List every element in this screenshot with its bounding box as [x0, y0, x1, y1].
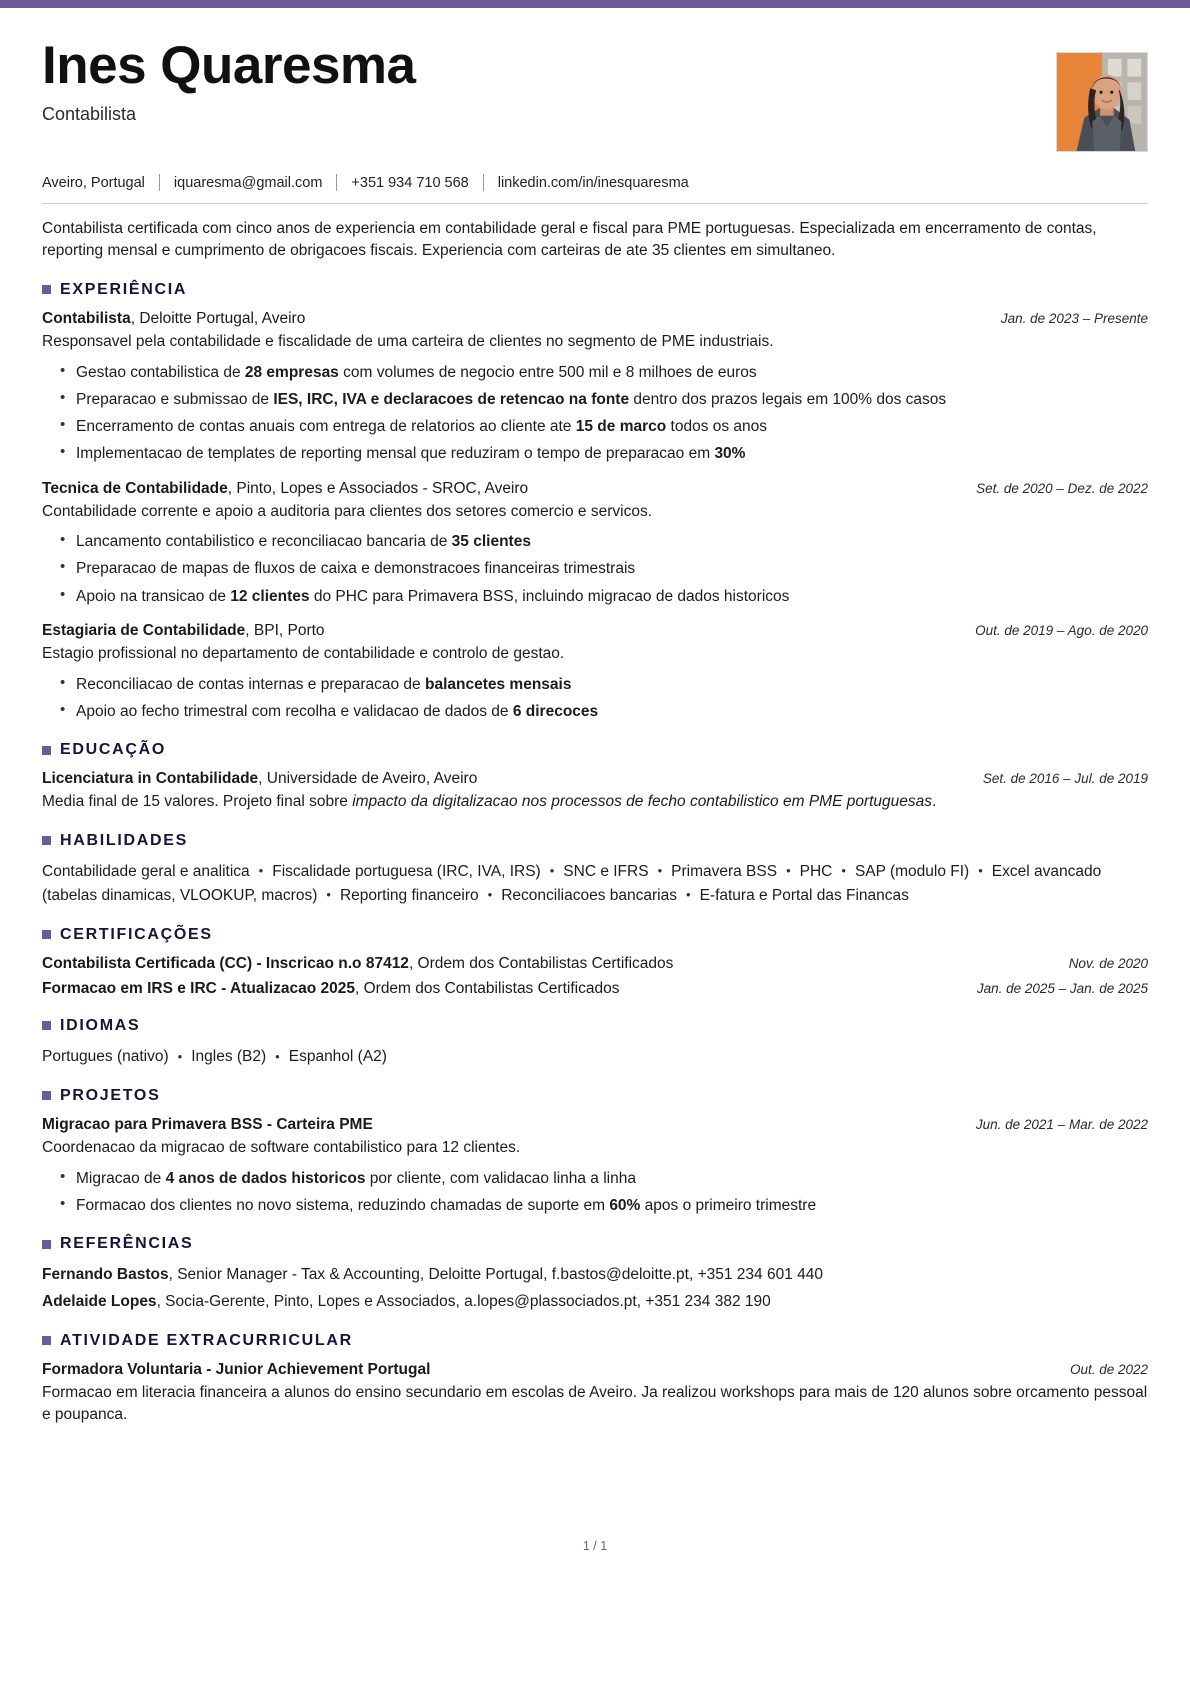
section-title-references: REFERÊNCIAS [60, 1235, 194, 1253]
experience-entry [42, 479, 1148, 608]
section-languages [42, 1017, 1148, 1069]
section-title-education: EDUCAÇÃO [60, 741, 167, 759]
skill-item: PHC [799, 862, 833, 880]
entry-title [42, 1360, 430, 1380]
education-degree: Licenciatura in Contabilidade [42, 770, 259, 788]
entry-bullet-list [42, 530, 1148, 608]
section-certifications [42, 926, 1148, 999]
skill-item: SAP (modulo FI) [854, 862, 970, 880]
dot-separator-icon: • [258, 863, 264, 879]
header-text-block [42, 38, 1056, 125]
education-thesis-title: impacto da digitalizacao nos processos de fecho contabilistico em PME portuguesas [352, 793, 933, 811]
job-title: Contabilista [42, 103, 137, 124]
bullet-pre: Lancamento contabilistico e reconciliacao bancaria de [76, 533, 452, 551]
languages-list [42, 1045, 1148, 1069]
dot-separator-icon: • [841, 863, 846, 879]
section-projects [42, 1087, 1148, 1217]
section-extracurricular [42, 1332, 1148, 1427]
bullet-pre: Preparacao de mapas de fluxos de caixa e demonstracoes financeiras trimestrais [76, 560, 636, 578]
list-item [76, 673, 1148, 696]
section-title-experience: EXPERIÊNCIA [60, 280, 188, 298]
skill-item: E-fatura e Portal das Financas [699, 886, 909, 904]
extracurricular-entry [42, 1360, 1148, 1427]
skill-item: Reporting financeiro [339, 886, 479, 904]
dot-separator-icon: • [686, 887, 691, 903]
section-heading-experience [42, 281, 1148, 299]
section-references [42, 1235, 1148, 1314]
square-bullet-icon [42, 836, 51, 845]
list-item [76, 415, 1148, 438]
reference-name: Adelaide Lopes [42, 1293, 157, 1311]
section-title-skills: HABILIDADES [60, 831, 189, 849]
section-education [42, 741, 1148, 814]
entry-header [42, 309, 1148, 329]
entry-description [42, 791, 1148, 813]
section-heading-skills [42, 832, 1148, 850]
entry-date: Jan. de 2025 – Jan. de 2025 [976, 980, 1148, 996]
language-item: Espanhol (A2) [288, 1047, 387, 1065]
language-item: Ingles (B2) [191, 1047, 267, 1065]
professional-summary: Contabilista certificada com cinco anos de experiencia em contabilidade geral e fiscal para PME portuguesas. Especializada em encerramento de contas, reporting mensal e cumprimento de obrigacoes fiscais. Experiencia com carteiras de ate 35 clientes em simultaneo. [42, 220, 1097, 260]
section-heading-education [42, 741, 1148, 759]
section-heading-languages [42, 1017, 1148, 1035]
bullet-bold: balancetes mensais [424, 675, 572, 693]
dot-separator-icon: • [786, 863, 791, 879]
contact-location: Aveiro, Portugal [42, 174, 145, 191]
avatar-image [1057, 53, 1147, 151]
entry-title [42, 1115, 373, 1135]
dot-separator-icon: • [549, 863, 555, 879]
bullet-bold: 30% [714, 445, 746, 463]
bullet-pre: Apoio na transicao de [76, 587, 231, 605]
entry-title [42, 309, 305, 329]
entry-date: Out. de 2019 – Ago. de 2020 [975, 622, 1148, 638]
square-bullet-icon [42, 1021, 51, 1030]
bullet-bold: 60% [609, 1196, 641, 1214]
bullet-pre: Preparacao e submissao de [76, 390, 274, 408]
education-desc-post: . [932, 793, 937, 811]
bullet-pre: Formacao dos clientes no novo sistema, reduzindo chamadas de suporte em [76, 1196, 610, 1214]
section-heading-certifications [42, 926, 1148, 944]
dot-separator-icon: • [177, 1048, 183, 1064]
section-heading-projects [42, 1087, 1148, 1105]
section-title-certifications: CERTIFICAÇÕES [60, 925, 213, 943]
list-item [76, 442, 1148, 465]
entry-bullet-list [42, 673, 1148, 724]
list-item [76, 1194, 1148, 1217]
dot-separator-icon: • [487, 887, 493, 903]
bullet-bold: 12 clientes [230, 587, 310, 605]
list-item [76, 530, 1148, 553]
language-item: Portugues (nativo) [42, 1047, 169, 1065]
bullet-post: do PHC para Primavera BSS, incluindo migracao de dados historicos [309, 587, 790, 605]
section-heading-extracurricular [42, 1332, 1148, 1350]
section-skills [42, 832, 1148, 908]
certification-entry [42, 954, 1148, 974]
bullet-pre: Encerramento de contas anuais com entrega de relatorios ao cliente ate [76, 418, 576, 436]
bullet-post: dentro dos prazos legais em 100% dos casos [629, 390, 947, 408]
experience-entry [42, 621, 1148, 723]
skills-list [42, 860, 1148, 908]
contact-email[interactable]: iquaresma@gmail.com [173, 174, 323, 191]
bullet-post: por cliente, com validacao linha a linha [365, 1169, 636, 1187]
experience-entry [42, 309, 1148, 466]
entry-date: Nov. de 2020 [1068, 955, 1148, 971]
dot-separator-icon: • [326, 887, 331, 903]
list-item [76, 388, 1148, 411]
entry-org: , Pinto, Lopes e Associados - SROC, Aveiro [227, 479, 529, 497]
project-entry [42, 1115, 1148, 1217]
certification-org: , Ordem dos Contabilistas Certificados [354, 979, 620, 997]
square-bullet-icon [42, 746, 51, 755]
certification-name: Formacao em IRS e IRC - Atualizacao 2025 [42, 979, 355, 997]
skill-item: Contabilidade geral e analitica [42, 862, 250, 880]
page-title: Ines Quaresma [42, 36, 416, 95]
list-item [76, 557, 1148, 580]
square-bullet-icon [42, 285, 51, 294]
dot-separator-icon: • [657, 863, 663, 879]
entry-header [42, 479, 1148, 499]
entry-title [42, 979, 619, 999]
skill-item: Excel avancado (tabelas dinamicas, VLOOKUP, macros) [42, 862, 1102, 904]
square-bullet-icon [42, 1336, 51, 1345]
entry-title [42, 769, 477, 789]
certification-entry [42, 979, 1148, 999]
bullet-pre: Gestao contabilistica de [76, 363, 245, 381]
reference-entry [42, 1290, 1148, 1313]
entry-description: Coordenacao da migracao de software contabilistico para 12 clientes. [42, 1139, 521, 1157]
entry-date: Set. de 2016 – Jul. de 2019 [982, 771, 1148, 787]
section-experience [42, 281, 1148, 723]
education-entry [42, 769, 1148, 814]
list-item [76, 361, 1148, 384]
entry-role: Estagiaria de Contabilidade [42, 621, 246, 639]
bullet-pre: Apoio ao fecho trimestral com recolha e validacao de dados de [76, 702, 513, 720]
section-title-languages: IDIOMAS [60, 1016, 141, 1034]
list-item [76, 700, 1148, 723]
skill-item: Primavera BSS [671, 862, 778, 880]
education-desc-pre: Media final de 15 valores. Projeto final sobre [42, 793, 353, 811]
section-title-extracurricular: ATIVIDADE EXTRACURRICULAR [60, 1331, 353, 1349]
profile-photo [1056, 52, 1148, 152]
project-name: Migracao para Primavera BSS - Carteira PME [42, 1115, 373, 1133]
entry-description: Estagio profissional no departamento de contabilidade e controlo de gestao. [42, 645, 565, 663]
entry-header [42, 621, 1148, 641]
entry-description: Contabilidade corrente e apoio a auditoria para clientes dos setores comercio e servicos. [42, 502, 653, 520]
page-footer [0, 1539, 1190, 1553]
bullet-bold: 28 empresas [244, 363, 339, 381]
bullet-bold: 4 anos de dados historicos [165, 1169, 366, 1187]
entry-bullet-list [42, 1167, 1148, 1218]
bullet-bold: 35 clientes [451, 533, 531, 551]
skill-item: Reconciliacoes bancarias [501, 886, 677, 904]
contact-row [42, 174, 1148, 204]
entry-title [42, 954, 673, 974]
dot-separator-icon: • [978, 863, 983, 879]
square-bullet-icon [42, 930, 51, 939]
resume-header [42, 8, 1148, 152]
entry-date: Out. de 2022 [1069, 1361, 1148, 1377]
entry-header [42, 1115, 1148, 1135]
bullet-pre: Implementacao de templates de reporting mensal que reduziram o tempo de preparacao em [76, 445, 715, 463]
entry-header [42, 769, 1148, 789]
bullet-bold: 15 de marco [575, 418, 667, 436]
section-title-projects: PROJETOS [60, 1086, 161, 1104]
certification-name: Contabilista Certificada (CC) - Inscricao n.o 87412 [42, 954, 409, 972]
dot-separator-icon: • [275, 1048, 280, 1064]
bullet-post: com volumes de negocio entre 500 mil e 8 milhoes de euros [338, 363, 757, 381]
bullet-pre: Reconciliacao de contas internas e preparacao de [76, 675, 425, 693]
entry-title [42, 479, 528, 499]
contact-divider [336, 174, 337, 191]
entry-date: Set. de 2020 – Dez. de 2022 [976, 480, 1148, 496]
reference-name: Fernando Bastos [42, 1266, 169, 1284]
certification-org: , Ordem dos Contabilistas Certificados [408, 954, 674, 972]
accent-top-bar [0, 0, 1190, 8]
list-item [76, 1167, 1148, 1190]
activity-name: Formadora Voluntaria - Junior Achievement Portugal [42, 1360, 431, 1378]
entry-description: Formacao em literacia financeira a alunos do ensino secundario em escolas de Aveiro. Ja realizou workshops para mais de 120 alunos sobre orcamento pessoal e poupanca. [42, 1383, 1148, 1424]
bullet-post: apos o primeiro trimestre [640, 1196, 817, 1214]
entry-role: Contabilista [42, 309, 131, 327]
resume-page [0, 8, 1190, 1427]
skill-item: SNC e IFRS [563, 862, 649, 880]
page-indicator: 1 / 1 [582, 1539, 608, 1553]
contact-phone[interactable]: +351 934 710 568 [351, 174, 469, 191]
square-bullet-icon [42, 1091, 51, 1100]
bullet-bold: IES, IRC, IVA e declaracoes de retencao na fonte [273, 390, 630, 408]
entry-title [42, 621, 325, 641]
reference-detail: , Socia-Gerente, Pinto, Lopes e Associados, a.lopes@plassociados.pt, +351 234 382 190 [156, 1293, 771, 1311]
entry-description: Responsavel pela contabilidade e fiscalidade de uma carteira de clientes no segmento de PME industriais. [42, 333, 774, 351]
entry-bullet-list [42, 361, 1148, 466]
square-bullet-icon [42, 1240, 51, 1249]
reference-detail: , Senior Manager - Tax & Accounting, Deloitte Portugal, f.bastos@deloitte.pt, +351 234 601 440 [168, 1266, 823, 1284]
entry-date: Jan. de 2023 – Presente [1000, 310, 1148, 326]
contact-linkedin[interactable]: linkedin.com/in/inesquaresma [497, 174, 689, 191]
skill-item: Fiscalidade portuguesa (IRC, IVA, IRS) [272, 862, 541, 880]
contact-divider [483, 174, 484, 191]
contact-divider [159, 174, 160, 191]
bullet-pre: Migracao de [76, 1169, 166, 1187]
list-item [76, 585, 1148, 608]
bullet-post: todos os anos [666, 418, 768, 436]
entry-org: , Deloitte Portugal, Aveiro [130, 309, 306, 327]
entry-role: Tecnica de Contabilidade [42, 479, 228, 497]
entry-date: Jun. de 2021 – Mar. de 2022 [975, 1116, 1148, 1132]
reference-entry [42, 1263, 1148, 1286]
entry-header [42, 1360, 1148, 1380]
section-heading-references [42, 1235, 1148, 1253]
education-org: , Universidade de Aveiro, Aveiro [258, 770, 478, 788]
entry-org: , BPI, Porto [245, 621, 325, 639]
bullet-bold: 6 direcoces [512, 702, 599, 720]
